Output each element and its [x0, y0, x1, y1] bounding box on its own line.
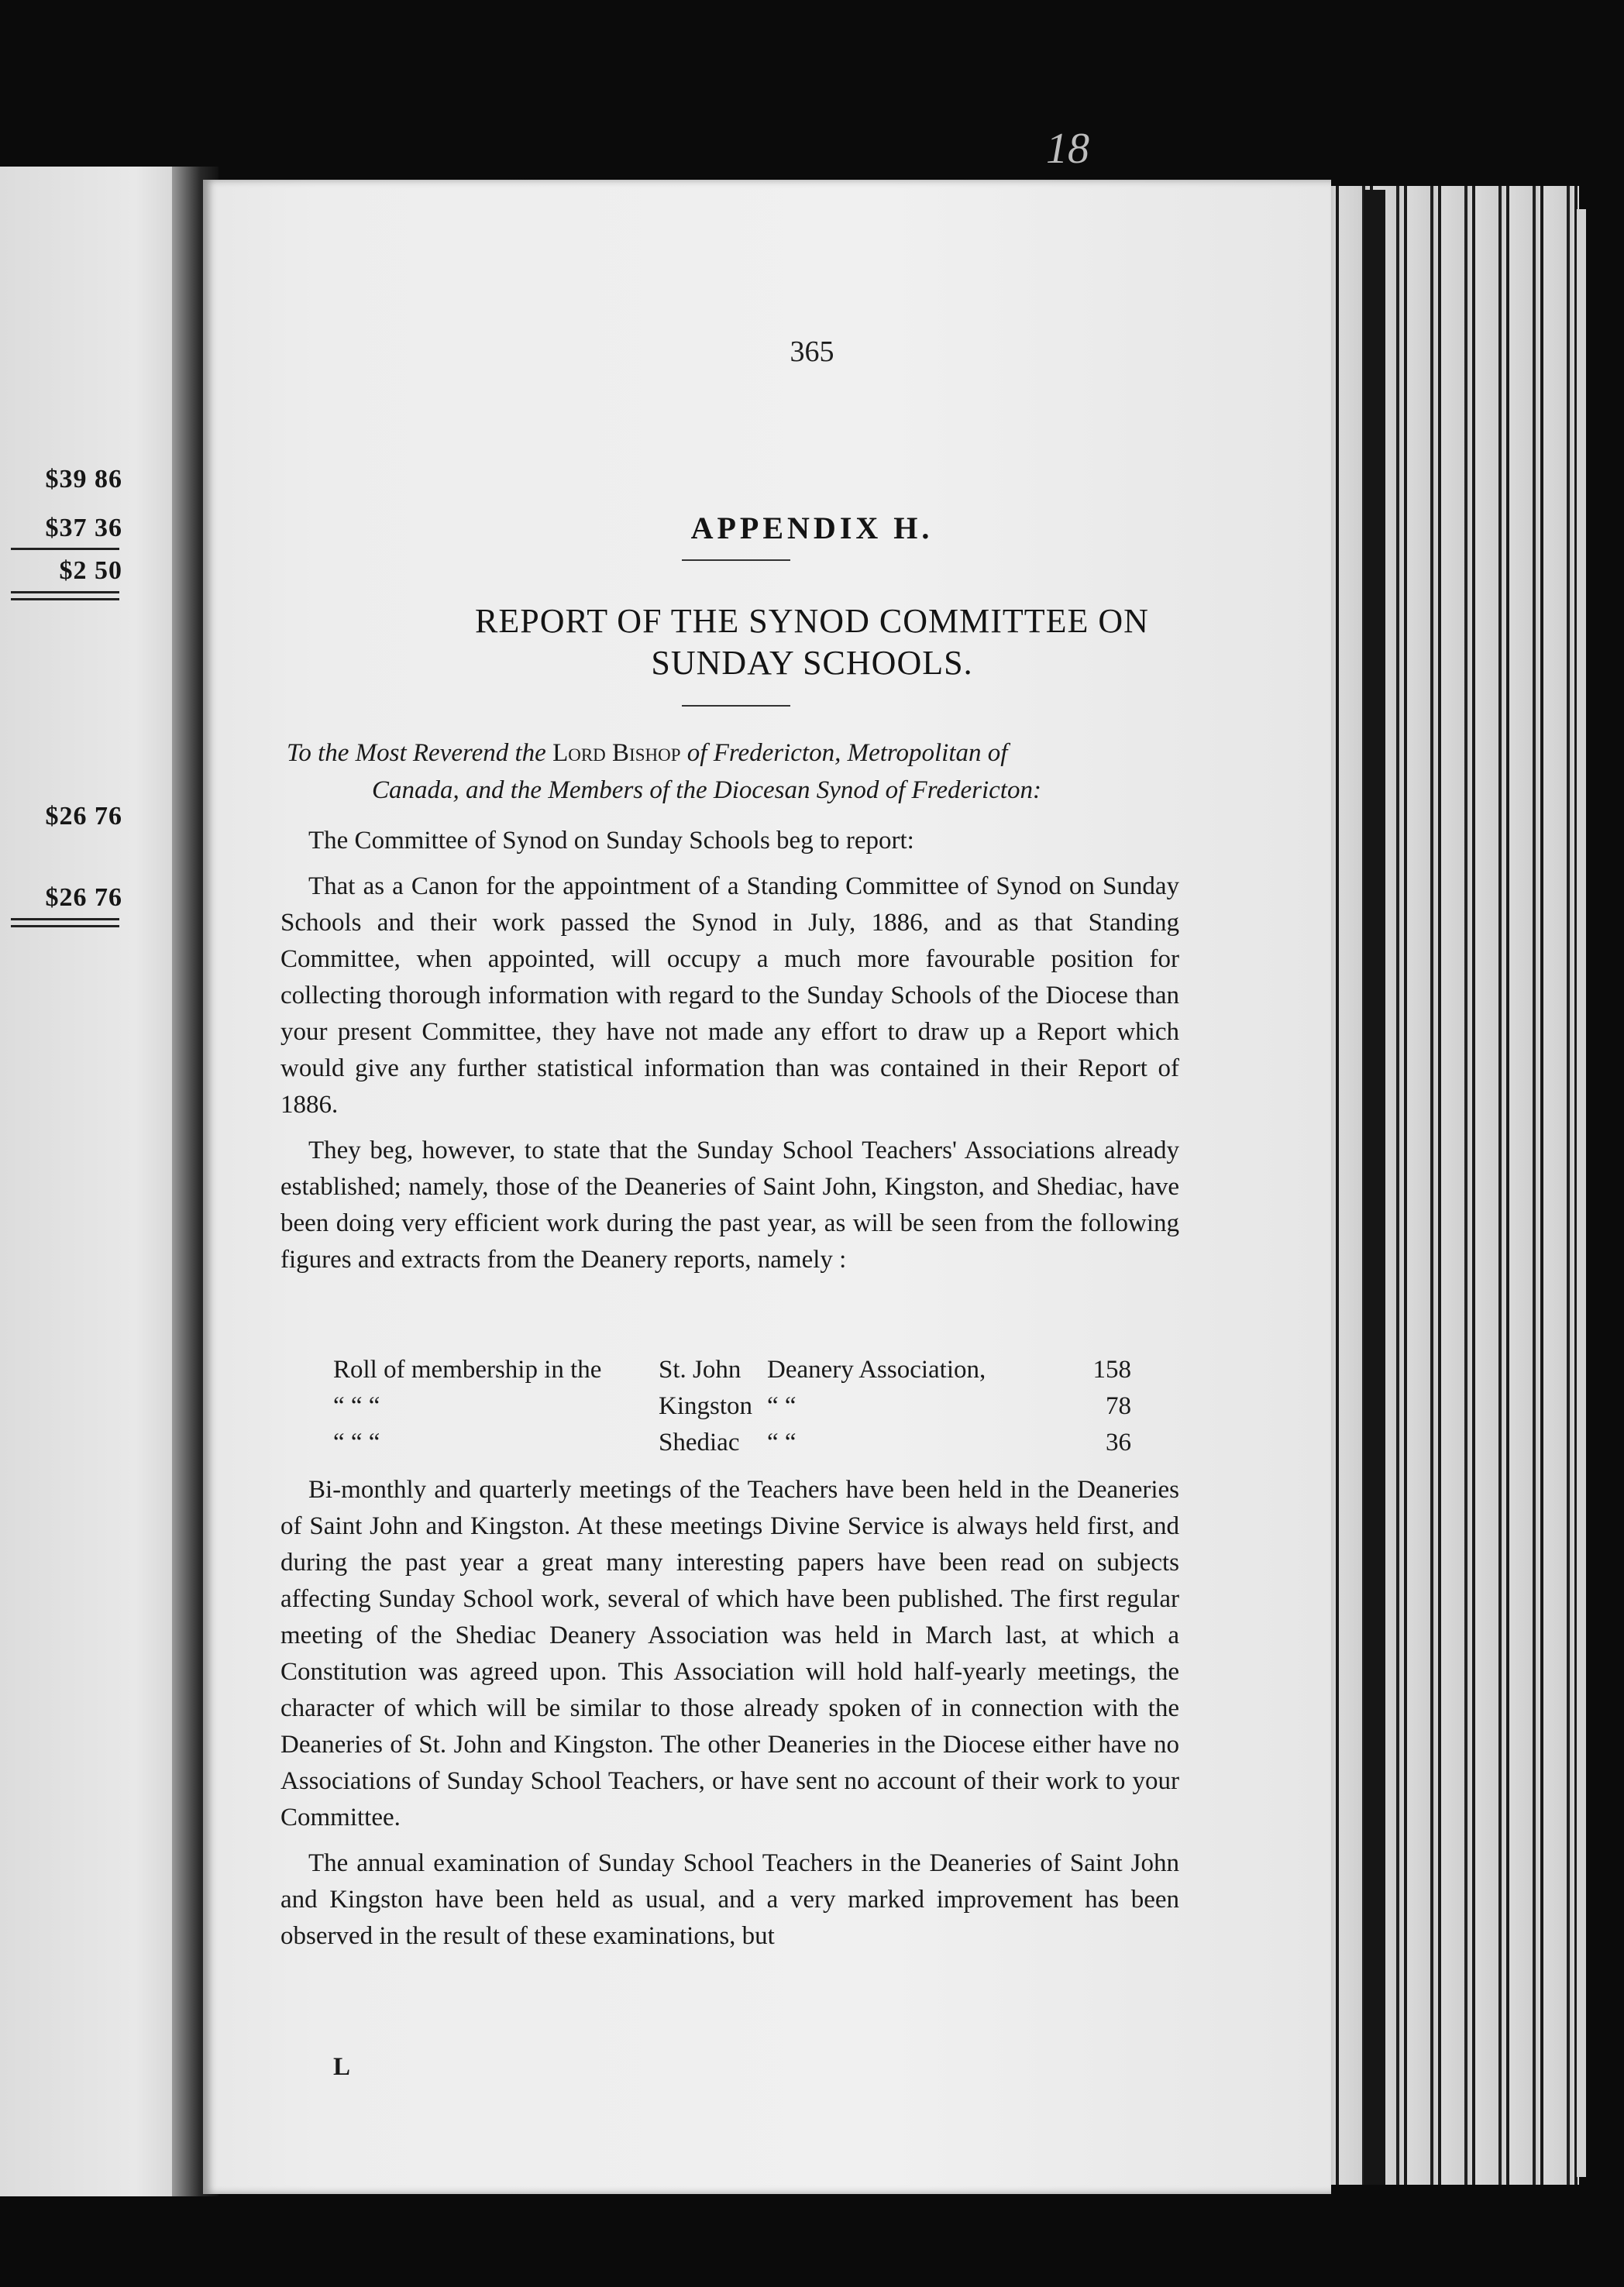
title-rule — [682, 705, 790, 707]
table-row — [333, 1352, 1131, 1388]
paragraph: The annual examination of Sunday School Teachers in the Deaneries of Saint John and Kingston have been held as usual, and a very marked improvement has been observed in the result of these examinations, but — [280, 1849, 1179, 1950]
roll-count: 78 — [1106, 1392, 1131, 1420]
roll-label: Roll of membership in the — [333, 1356, 602, 1384]
roll-association: “ “ — [767, 1392, 797, 1420]
roll-deanery: St. John — [659, 1356, 741, 1384]
report-title-line-2: SUNDAY SCHOOLS. — [651, 644, 973, 682]
amount-5: $26 76 — [45, 883, 122, 912]
sum-rule — [11, 548, 119, 550]
roll-deanery: Kingston — [659, 1392, 753, 1420]
roll-label: “ “ “ — [333, 1429, 380, 1456]
heading-rule — [682, 559, 790, 561]
total-double-rule — [11, 591, 119, 600]
roll-association: “ “ — [767, 1429, 797, 1456]
signature-mark: L — [333, 2053, 351, 2081]
total-double-rule-2 — [11, 918, 119, 927]
table-row — [333, 1425, 1131, 1461]
amount-1: $39 86 — [45, 465, 122, 494]
amount-4: $26 76 — [45, 802, 122, 831]
roll-count: 36 — [1106, 1429, 1131, 1456]
body-text-bottom — [280, 1472, 1179, 1964]
body-text-top — [280, 823, 1179, 1288]
salutation — [287, 734, 1193, 809]
salutation-prefix: To the Most Reverend the — [287, 739, 553, 767]
table-row — [333, 1388, 1131, 1425]
page-number: 365 — [790, 335, 834, 368]
paragraph: The Committee of Synod on Sunday Schools beg to report: — [308, 827, 914, 855]
membership-table — [333, 1352, 1131, 1461]
roll-label: “ “ “ — [333, 1392, 380, 1420]
salutation-suffix: of Fredericton, Metropolitan of — [680, 739, 1008, 767]
amount-3: $2 50 — [59, 556, 122, 585]
report-title-line-1: REPORT OF THE SYNOD COMMITTEE ON — [475, 602, 1149, 640]
handwritten-annotation: 18 — [1046, 125, 1089, 173]
page-stack-shadow — [1364, 190, 1385, 2185]
paragraph: They beg, however, to state that the Sunday School Teachers' Associations already established; namely, those of the Deaneries of Saint John, Kingston, and Shediac, have been doing very efficient work during the past year, as will be seen from the following figures and extracts from the Deanery reports, namely : — [280, 1137, 1179, 1274]
roll-association: Deanery Association, — [767, 1356, 986, 1384]
report-title — [0, 600, 1624, 684]
previous-page-fragment — [0, 167, 194, 2196]
paragraph: That as a Canon for the appointment of a Standing Committee of Synod on Sunday Schools and their work passed the Synod in July, 1886, and as that Standing Committee, when appointed, will occupy a much more favourable position for collecting thorough information with regard to the Sunday Schools of the Diocese than your present Committee, they have not made any effort to draw up a Report which would give any further statistical information than was contained in their Report of 1886. — [280, 872, 1179, 1119]
roll-deanery: Shediac — [659, 1429, 740, 1456]
page-stack-strip — [1577, 209, 1586, 2177]
salutation-line-2: Canada, and the Members of the Diocesan Synod of Fredericton: — [372, 776, 1041, 804]
amount-2: $37 36 — [45, 514, 122, 542]
salutation-title: Lord Bishop — [552, 739, 681, 767]
appendix-heading: APPENDIX H. — [690, 511, 934, 545]
paragraph: Bi-monthly and quarterly meetings of the Teachers have been held in the Deaneries of Saint John and Kingston. At these meetings Divine Service is always held first, and during the past year a great many interesting papers have been read on subjects affecting Sunday School work, several of which have been published. The first regular meeting of the Shediac Deanery Association was held in March last, at which a Constitution was agreed upon. This Association will hold half-yearly meetings, the character of which will be similar to those already spoken of in connection with the Deaneries of St. John and Kingston. The other Deaneries in the Diocese either have no Associations of Sunday School Teachers, or have sent no account of their work to your Committee. — [280, 1476, 1179, 1831]
roll-count: 158 — [1092, 1356, 1131, 1384]
